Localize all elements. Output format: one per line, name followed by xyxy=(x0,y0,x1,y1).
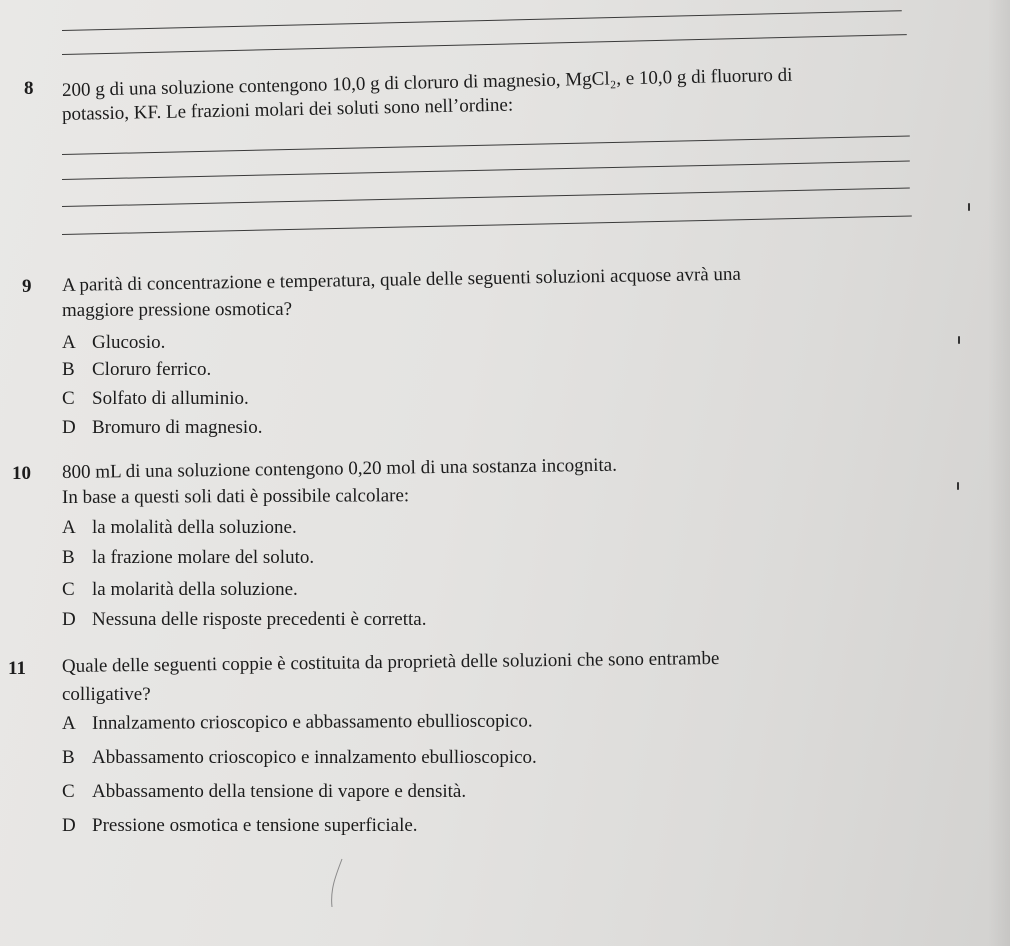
option-text: la molarità della soluzione. xyxy=(92,579,298,600)
answer-line xyxy=(62,188,910,207)
answer-line xyxy=(62,215,912,235)
option-letter: B xyxy=(62,359,75,380)
paper-mark xyxy=(968,203,970,211)
question-number: 10 xyxy=(12,463,31,484)
option-text: Pressione osmotica e tensione superficiale. xyxy=(92,815,418,836)
option-letter: A xyxy=(62,332,76,353)
option-letter: A xyxy=(62,517,76,538)
question-text: 200 g di una soluzione contengono 10,0 g di cloruro di magnesio, MgCl₂, e 10,0 g di fluoruro di xyxy=(61,64,793,101)
option-text: Solfato di alluminio. xyxy=(92,388,249,409)
option-text: Cloruro ferrico. xyxy=(92,359,212,380)
option-text: Abbassamento della tensione di vapore e densità. xyxy=(92,781,467,802)
option-text: la frazione molare del soluto. xyxy=(92,547,315,568)
question-text: 800 mL di una soluzione contengono 0,20 mol di una sostanza incognita. xyxy=(61,454,618,483)
option-a xyxy=(62,517,297,539)
pen-stroke xyxy=(322,855,362,915)
option-text: Innalzamento crioscopico e abbassamento ebullioscopico. xyxy=(91,710,533,734)
option-a xyxy=(62,711,533,735)
option-letter: C xyxy=(62,781,75,802)
option-a xyxy=(62,332,165,354)
paper-mark xyxy=(958,336,960,344)
option-d xyxy=(62,417,262,439)
option-text: la molalità della soluzione. xyxy=(92,517,297,538)
question-text: A parità di concentrazione e temperatura, quale delle seguenti soluzioni acquose avrà una xyxy=(61,263,742,296)
answer-line xyxy=(62,136,910,155)
answer-line xyxy=(62,10,902,31)
answer-line xyxy=(62,161,910,180)
option-c xyxy=(62,579,298,601)
option-letter: D xyxy=(62,417,76,438)
option-letter: B xyxy=(62,547,75,568)
question-text: In base a questi soli dati è possibile calcolare: xyxy=(61,485,410,508)
option-c xyxy=(62,781,466,803)
option-c xyxy=(62,388,249,410)
option-text: Nessuna delle risposte precedenti è corretta. xyxy=(92,609,427,630)
question-text: potassio, KF. Le frazioni molari dei soluti sono nell’ordine: xyxy=(61,94,514,125)
question-text: Quale delle seguenti coppie è costituita da proprietà delle soluzioni che sono entrambe xyxy=(61,647,720,677)
page-edge-shadow xyxy=(988,0,1010,946)
question-number: 11 xyxy=(8,658,26,679)
option-b xyxy=(62,547,314,569)
option-letter: D xyxy=(62,609,76,630)
question-text: colligative? xyxy=(62,684,151,705)
question-text: maggiore pressione osmotica? xyxy=(61,298,293,321)
option-letter: C xyxy=(62,579,75,600)
option-letter: A xyxy=(61,712,76,734)
option-b xyxy=(62,747,537,769)
paper-mark xyxy=(957,482,959,490)
option-text: Bromuro di magnesio. xyxy=(92,417,263,438)
option-letter: B xyxy=(62,747,75,768)
option-d xyxy=(62,815,418,837)
answer-line xyxy=(62,34,907,55)
question-number: 8 xyxy=(24,78,34,99)
option-b xyxy=(62,359,211,381)
option-text: Abbassamento crioscopico e innalzamento ebullioscopico. xyxy=(92,747,537,768)
option-letter: D xyxy=(62,815,76,836)
option-text: Glucosio. xyxy=(92,332,166,353)
question-number: 9 xyxy=(22,276,32,297)
option-d xyxy=(62,609,426,631)
option-letter: C xyxy=(62,388,75,409)
